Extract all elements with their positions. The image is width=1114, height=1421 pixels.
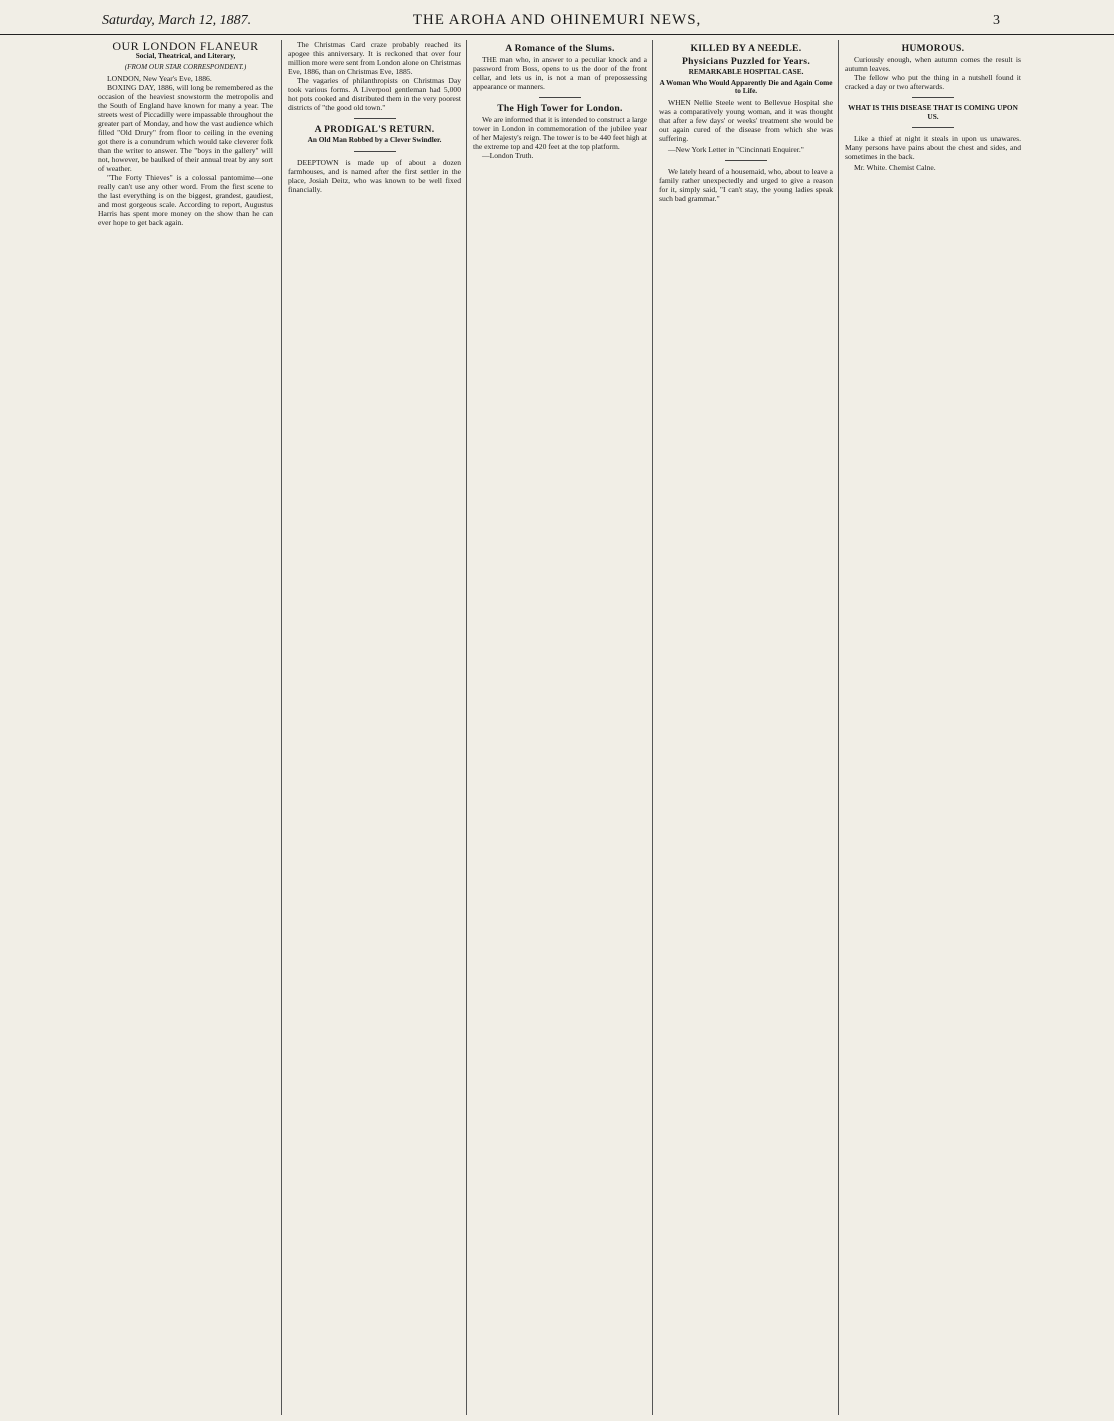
article-paragraph: BOXING DAY, 1886, will long be remembered as the occasion of the heaviest snowstorm the metropolis and the South of England have known for many a year. The streets west of Piccadilly were impassable throughout the greater part of Monday, and how the vast audience which filled "Old Drury" from floor to ceiling in the evening got there is a conundrum which would take cleverer folk than the writer to answer. The "boys in the gallery" will not, however, be baulked of their annual treat by any sort of weather. — [98, 82, 273, 174]
article-title-humorous: HUMOROUS. — [901, 43, 965, 54]
column-3 — [466, 40, 653, 1415]
article-paragraph: Like a thief at night it steals in upon us unawares. Many persons have pains about the chest and sides, and sometimes in the back. — [845, 134, 1021, 162]
column-5 — [838, 40, 1021, 1415]
article-signoff: Mr. White. Chemist Calne. — [854, 163, 936, 173]
article-dateline: LONDON, New Year's Eve, 1886. — [107, 73, 212, 83]
issue-date: Saturday, March 12, 1887. — [102, 13, 252, 28]
article-title-killed-by-needle: KILLED BY A NEEDLE. — [690, 43, 802, 54]
article-title-high-tower: The High Tower for London. — [497, 103, 623, 115]
article-paragraph: The fellow who put the thing in a nutshell found it cracked a day or two afterwards. — [845, 73, 1021, 92]
article-paragraph: Curiously enough, when autumn comes the result is autumn leaves. — [845, 55, 1021, 74]
masthead — [0, 0, 1114, 35]
divider — [725, 160, 767, 161]
article-title-prodigal: A PRODIGAL'S RETURN. — [314, 124, 435, 136]
column-2 — [281, 40, 467, 1415]
article-paragraph: DEEPTOWN is made up of about a dozen farmhouses, and is named after the first settler in the place, Josiah Deitz, who was known to be well fixed financially. — [288, 157, 461, 195]
column-4 — [652, 40, 839, 1415]
page-number: 3 — [993, 13, 1000, 28]
article-title-romance-slums: A Romance of the Slums. — [505, 43, 615, 54]
article-paragraph: THE man who, in answer to a peculiar knock and a password from Boss, opens to us the door of the front cellar, and lets us in, is not a man of prepossessing appearance or manners. — [473, 55, 647, 92]
divider — [912, 97, 954, 98]
article-paragraph: "The Forty Thieves" is a colossal pantomime—one really can't use any other word. From the first scene to the last everything is on the biggest, grandest, gaudiest, and most gorgeous scale. According to report, Augustus Harris has spent more money on the show than he can ever hope to get back again. — [98, 173, 273, 228]
article-paragraph: WHEN Nellie Steele went to Bellevue Hospital she was a comparatively young woman, and it was thought that after a few days' or weeks' treatment she would be out again cured of the disease from which she was suffering. — [659, 97, 833, 143]
article-subheading: A Woman Who Would Apparently Die and Again Come to Life. — [659, 77, 833, 96]
article-subtitle: Social, Theatrical, and Literary, — [135, 51, 236, 61]
article-paragraph: The vagaries of philanthropists on Christmas Day took various forms. A Liverpool gentleman had 5,000 hot pots cooked and distributed them in the very poorest districts of "the good old town." — [288, 76, 461, 113]
column-1 — [98, 40, 279, 1415]
article-attribution: —New York Letter in "Cincinnati Enquirer." — [668, 144, 804, 154]
article-paragraph: We are informed that it is intended to construct a large tower in London in commemoration of the jubilee year of her Majesty's reign. The tower is to be 440 feet high at the extreme top and 420 feet at the top platform. — [473, 115, 647, 152]
article-columns — [98, 40, 1020, 1415]
divider — [912, 127, 954, 128]
article-subheading: REMARKABLE HOSPITAL CASE. — [688, 67, 804, 77]
article-paragraph: We lately heard of a housemaid, who, about to leave a family rather unexpectedly and urged to give a reason for it, simply said, "I can't stay, the young ladies speak such bad grammar." — [659, 166, 833, 204]
divider — [354, 151, 396, 152]
article-title-physicians: Physicians Puzzled for Years. — [681, 56, 811, 68]
article-attribution: —London Truth. — [482, 151, 534, 161]
article-title-disease: WHAT IS THIS DISEASE THAT IS COMING UPON US. — [848, 103, 1018, 121]
article-source: (FROM OUR STAR CORRESPONDENT.) — [124, 62, 247, 71]
article-title-london-flaneur: OUR LONDON FLANEUR — [112, 40, 259, 53]
article-paragraph: The Christmas Card craze probably reached its apogee this anniversary. It is reckoned that over four million more were sent from London alone on Christmas Eve, 1886, than on Christmas Eve, 1885. — [288, 40, 461, 77]
article-subheading: An Old Man Robbed by a Clever Swindler. — [307, 135, 442, 145]
newspaper-title: THE AROHA AND OHINEMURI NEWS, — [412, 12, 702, 28]
divider — [354, 118, 396, 119]
divider — [539, 97, 581, 98]
